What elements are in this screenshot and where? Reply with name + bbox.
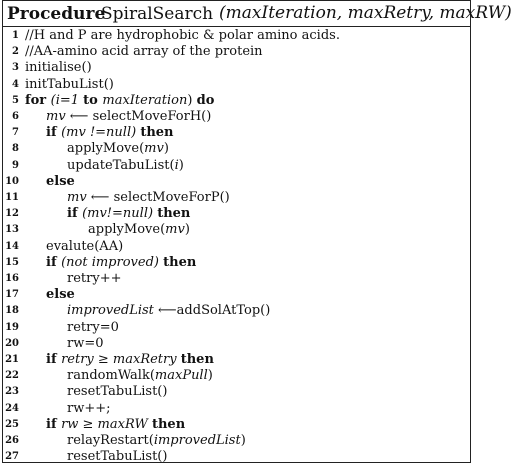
procedure-keyword: Procedure [7,4,106,24]
line-number: 12 [5,208,19,220]
line-code [67,205,190,222]
code-token: //AA-amino acid array of the protein [25,44,263,60]
code-line [3,367,470,384]
line-number: 19 [5,321,19,333]
line-code [46,238,123,255]
code-line [3,59,470,76]
line-code [67,448,167,465]
line-number: 25 [5,418,19,430]
code-token: initialise() [25,60,92,76]
code-token: randomWalk( [67,368,155,384]
code-token: ) [187,92,197,108]
code-line [3,108,470,125]
code-line [3,173,470,190]
code-token: else [46,173,75,189]
code-token: (not improved) [61,254,164,270]
code-token: retry++ [67,271,122,286]
algorithm-box [2,0,512,465]
code-token: then [163,254,197,270]
line-number: 14 [5,240,19,252]
line-code [67,189,230,206]
line-number: 17 [5,289,19,301]
code-token: ⟵ selectMoveForH() [65,109,212,124]
line-number: 16 [5,273,19,284]
code-token: improvedList [153,433,241,448]
code-token: mv [144,141,164,157]
code-token: (mv!=null) [82,206,158,222]
line-code [46,286,75,303]
line-number: 24 [5,402,19,414]
code-line [3,92,470,109]
code-line [3,238,470,255]
code-token: if [46,254,62,270]
code-token: else [46,287,75,303]
code-token: improvedList [67,303,154,319]
line-number: 22 [5,370,19,382]
code-token: initTabuList() [25,76,114,92]
line-number: 3 [12,62,19,74]
code-line [3,189,470,206]
code-token: ⟵addSolAtTop() [153,303,271,319]
code-token: rw++; [67,400,111,416]
procedure-name: SpiralSearch [101,4,214,24]
code-token: relayRestart( [67,433,154,448]
line-code [25,59,92,76]
code-token: retry ≥ maxRetry [61,352,181,367]
line-code [67,270,121,287]
code-line [3,416,470,433]
code-line [3,286,470,303]
line-code [67,383,167,400]
code-token: (mv !=null) [61,125,141,141]
line-number: 6 [12,111,19,122]
code-token: then [140,125,174,141]
code-token: rw=0 [67,335,104,351]
line-code [67,367,213,384]
code-token: ) [184,222,190,238]
line-code [88,221,190,238]
line-code [67,157,184,174]
line-code [46,254,196,271]
line-number: 9 [12,159,19,171]
code-token: then [180,352,214,367]
code-line [3,124,470,141]
code-token: maxIteration [102,92,188,108]
line-code [46,173,75,190]
code-token: applyMove( [88,222,166,238]
line-code [46,124,174,141]
code-line [3,205,470,222]
line-code [46,351,214,368]
code-line [3,140,470,157]
code-token: if [46,125,62,141]
code-line [3,432,470,449]
line-number: 2 [12,46,19,58]
code-token: updateTabuList( [67,157,175,173]
line-number: 18 [5,305,19,317]
line-code [67,302,270,319]
code-line [3,221,470,238]
line-code [67,400,111,417]
code-token: do [196,92,215,108]
code-line [3,302,470,319]
code-line [3,43,470,60]
code-line [3,351,470,368]
code-token: mv [67,190,87,205]
line-number: 23 [5,386,19,398]
code-token: i [174,157,179,173]
line-number: 5 [12,94,19,106]
line-number: 1 [12,30,19,41]
code-line [3,27,470,44]
code-token: //H and P are hydrophobic & polar amino acids. [25,28,340,43]
code-token: ) [240,433,246,448]
code-token: mv [46,109,66,124]
code-token: resetTabuList() [67,449,168,465]
code-token: retry=0 [67,319,119,335]
line-number: 26 [5,435,19,446]
line-number: 11 [5,192,19,203]
code-token: (i=1 [50,92,84,108]
code-token: then [157,206,191,222]
code-token: resetTabuList() [67,384,168,400]
code-line [3,448,470,465]
code-token: applyMove( [67,141,145,157]
code-token: evalute(AA) [46,238,124,254]
code-token: ) [207,368,213,384]
line-code [46,108,211,125]
line-code [67,432,246,449]
code-token: rw ≥ maxRW [61,416,152,432]
code-line [3,270,470,287]
code-token: if [46,416,62,432]
code-line [3,157,470,174]
line-number: 20 [5,337,19,349]
code-token: for [25,92,51,108]
line-number: 27 [5,451,19,463]
line-code [25,92,214,109]
code-token: if [46,352,62,367]
code-token: then [151,416,186,432]
code-token: if [67,206,83,222]
code-line [3,383,470,400]
code-line [3,335,470,352]
code-token: mv [165,222,185,238]
line-number: 8 [12,143,19,155]
line-number: 15 [5,256,19,268]
line-code [67,319,119,336]
code-token: ) [178,157,184,173]
line-code [25,27,340,44]
line-code [67,335,104,352]
code-token: to [83,92,103,108]
procedure-header [3,2,512,27]
code-line [3,400,470,417]
line-code [46,416,185,433]
code-line [3,254,470,271]
code-token: ) [163,141,169,157]
code-token: maxPull [154,368,208,384]
line-number: 13 [5,224,19,236]
line-number: 4 [12,78,19,90]
line-number: 21 [5,354,19,365]
line-number: 7 [12,127,19,139]
code-line [3,76,470,93]
line-number: 10 [5,175,19,187]
code-line [3,319,470,336]
line-code [25,76,114,93]
procedure-params: (maxIteration, maxRetry, maxRW) [219,3,512,23]
line-code [67,140,169,157]
line-code [25,43,263,60]
code-token: ⟵ selectMoveForP() [86,190,230,205]
